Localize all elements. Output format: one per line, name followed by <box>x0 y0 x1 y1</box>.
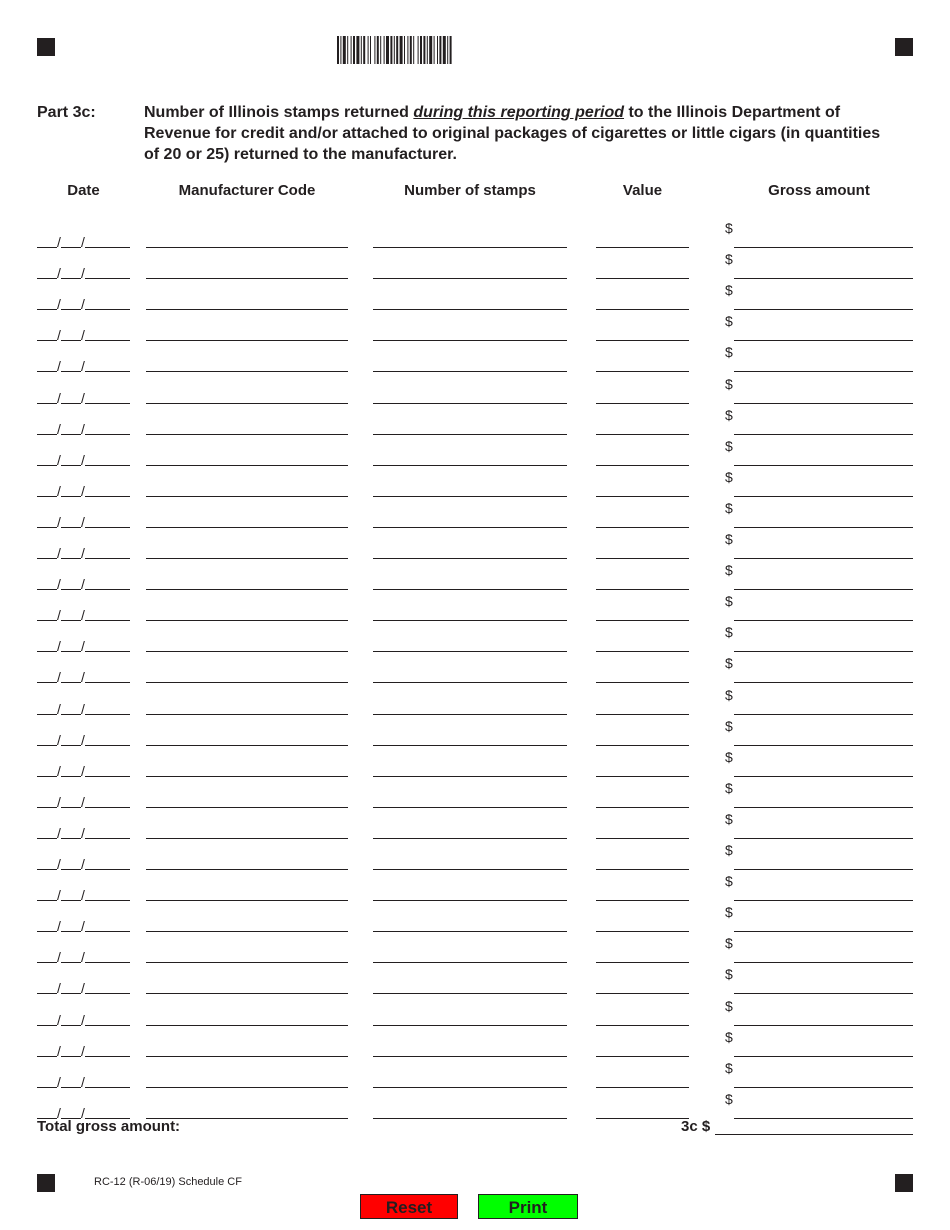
barcode <box>337 36 493 64</box>
barcode-bar <box>437 36 438 64</box>
dollar-sign: $ <box>725 593 733 610</box>
dollar-sign: $ <box>725 810 733 827</box>
dollar-sign: $ <box>725 779 733 796</box>
date-separator: / <box>81 576 85 593</box>
dollar-sign: $ <box>725 499 733 516</box>
barcode-bar <box>420 36 422 64</box>
date-separator: / <box>81 980 85 997</box>
dollar-sign: $ <box>725 344 733 361</box>
date-separator: / <box>57 762 61 779</box>
number-of-stamps-field[interactable] <box>373 1118 567 1119</box>
dollar-sign: $ <box>725 717 733 734</box>
date-separator: / <box>57 576 61 593</box>
table-row <box>0 995 950 1026</box>
registration-mark-bottom-left <box>37 1174 55 1192</box>
date-separator: / <box>57 638 61 655</box>
dollar-sign: $ <box>725 406 733 423</box>
date-field[interactable] <box>37 310 130 344</box>
dollar-sign: $ <box>725 935 733 952</box>
date-field[interactable] <box>37 715 130 746</box>
date-field[interactable] <box>37 652 130 686</box>
date-field[interactable] <box>37 404 130 435</box>
column-header-manufacturer-code: Manufacturer Code <box>178 182 316 199</box>
table-row <box>0 870 950 904</box>
date-field[interactable] <box>37 808 130 839</box>
date-separator: / <box>57 389 61 406</box>
date-separator: / <box>81 918 85 935</box>
date-field[interactable] <box>37 684 130 715</box>
date-separator: / <box>81 700 85 717</box>
date-separator: / <box>81 389 85 406</box>
registration-mark-top-right <box>895 38 913 56</box>
date-separator: / <box>57 824 61 841</box>
date-field[interactable] <box>37 1057 130 1088</box>
table-row <box>0 932 950 966</box>
date-field[interactable] <box>37 373 130 404</box>
dollar-sign: $ <box>725 437 733 454</box>
date-separator: / <box>81 669 85 686</box>
date-separator: / <box>57 327 61 344</box>
date-separator: / <box>81 513 85 530</box>
dollar-sign: $ <box>725 873 733 890</box>
date-separator: / <box>57 731 61 748</box>
barcode-bar <box>429 36 432 64</box>
date-separator: / <box>57 451 61 468</box>
barcode-bar <box>418 36 419 64</box>
date-field[interactable] <box>37 870 130 904</box>
date-field[interactable] <box>37 963 130 997</box>
date-separator: / <box>81 949 85 966</box>
barcode-bar <box>404 36 405 64</box>
date-separator: / <box>57 265 61 282</box>
date-separator: / <box>57 420 61 437</box>
value-field[interactable] <box>596 1118 689 1119</box>
date-separator: / <box>57 856 61 872</box>
barcode-bar <box>353 36 355 64</box>
date-separator: / <box>57 234 61 250</box>
dollar-sign: $ <box>725 251 733 268</box>
date-field[interactable] <box>37 279 130 313</box>
total-gross-amount-field[interactable] <box>715 1134 913 1135</box>
date-field[interactable] <box>37 590 130 624</box>
barcode-bar <box>407 36 408 64</box>
table-row <box>0 777 950 808</box>
table-row <box>0 341 950 375</box>
part-description <box>144 102 884 165</box>
date-field[interactable] <box>37 497 130 528</box>
part-text-emphasis: during this reporting period <box>413 104 625 121</box>
date-field[interactable] <box>37 621 130 655</box>
reset-button[interactable]: Reset <box>360 1194 458 1219</box>
form-id: RC-12 (R-06/19) Schedule CF <box>94 1176 242 1188</box>
date-separator: / <box>81 824 85 841</box>
table-row <box>0 310 950 344</box>
barcode-bar <box>363 36 365 64</box>
date-field[interactable] <box>37 435 130 466</box>
table-row <box>0 497 950 528</box>
dollar-sign: $ <box>725 220 733 236</box>
date-separator: / <box>81 762 85 779</box>
column-header-number-of-stamps: Number of stamps <box>404 182 536 199</box>
table-row <box>0 590 950 624</box>
barcode-bar <box>443 36 446 64</box>
date-separator: / <box>81 1042 85 1059</box>
barcode-bar <box>394 36 395 64</box>
barcode-bar <box>427 36 428 64</box>
table-row <box>0 715 950 746</box>
dollar-sign: $ <box>725 997 733 1014</box>
total-gross-amount-label: Total gross amount: <box>37 1118 181 1135</box>
table-row <box>0 1057 950 1088</box>
date-separator: / <box>81 451 85 468</box>
date-field[interactable] <box>37 559 130 593</box>
date-separator: / <box>57 980 61 997</box>
dollar-sign: $ <box>725 748 733 765</box>
date-separator: / <box>57 1011 61 1028</box>
barcode-bar <box>377 36 379 64</box>
date-separator: / <box>57 700 61 717</box>
date-separator: / <box>57 607 61 624</box>
column-header-value: Value <box>622 182 663 199</box>
dollar-sign: $ <box>725 1059 733 1076</box>
table-row <box>0 808 950 839</box>
registration-mark-top-left <box>37 38 55 56</box>
barcode-bar <box>374 36 375 64</box>
date-separator: / <box>81 607 85 624</box>
table-row <box>0 901 950 935</box>
date-separator: / <box>81 1011 85 1028</box>
table-row <box>0 435 950 466</box>
barcode-bar <box>386 36 389 64</box>
date-separator: / <box>57 1073 61 1090</box>
date-separator: / <box>81 887 85 904</box>
date-separator: / <box>57 296 61 313</box>
barcode-bar <box>337 36 339 64</box>
date-field[interactable] <box>37 1088 130 1119</box>
dollar-sign: $ <box>725 966 733 983</box>
barcode-bar <box>396 36 398 64</box>
date-separator: / <box>57 949 61 966</box>
date-separator: / <box>81 482 85 499</box>
date-separator: / <box>81 1073 85 1090</box>
date-separator: / <box>57 918 61 935</box>
date-field[interactable] <box>37 341 130 375</box>
barcode-bar <box>390 36 392 64</box>
table-row <box>0 528 950 559</box>
date-separator: / <box>81 296 85 313</box>
table-row <box>0 279 950 313</box>
table-row <box>0 684 950 715</box>
date-field[interactable] <box>37 466 130 497</box>
dollar-sign: $ <box>725 282 733 299</box>
column-header-gross-amount: Gross amount <box>768 182 870 199</box>
dollar-sign: $ <box>725 624 733 641</box>
table-row <box>0 621 950 655</box>
table-row <box>0 217 950 248</box>
date-field[interactable] <box>37 1026 130 1057</box>
dollar-sign: $ <box>725 1028 733 1045</box>
table-row <box>0 652 950 686</box>
dollar-sign: $ <box>725 468 733 485</box>
barcode-bar <box>340 36 341 64</box>
date-separator: / <box>81 638 85 655</box>
dollar-sign: $ <box>725 562 733 579</box>
barcode-bar <box>410 36 412 64</box>
dollar-sign: $ <box>725 686 733 703</box>
date-separator: / <box>57 669 61 686</box>
dollar-sign: $ <box>725 1090 733 1107</box>
barcode-bar <box>370 36 371 64</box>
barcode-bar <box>423 36 425 64</box>
date-separator: / <box>81 327 85 344</box>
date-field[interactable] <box>37 217 130 248</box>
date-separator: / <box>57 513 61 530</box>
date-separator: / <box>81 265 85 282</box>
date-field[interactable] <box>37 901 130 935</box>
barcode-bar <box>413 36 414 64</box>
date-separator: / <box>81 1104 85 1121</box>
barcode-bar <box>368 36 369 64</box>
dollar-sign: $ <box>725 904 733 921</box>
date-separator: / <box>57 545 61 561</box>
barcode-bar <box>434 36 435 64</box>
table-row <box>0 404 950 435</box>
table-row <box>0 963 950 997</box>
table-row <box>0 839 950 870</box>
date-separator: / <box>81 856 85 872</box>
date-separator: / <box>81 234 85 250</box>
table-row <box>0 559 950 593</box>
date-field[interactable] <box>37 995 130 1026</box>
barcode-bar <box>356 36 359 64</box>
barcode-bar <box>447 36 448 64</box>
registration-mark-bottom-right <box>895 1174 913 1192</box>
table-row <box>0 466 950 497</box>
date-separator: / <box>57 1042 61 1059</box>
column-header-date: Date <box>67 182 100 199</box>
part-text-after: to the Illinois Department of Revenue for credit and/or attached to original packages of cigarettes or little cigars (in quantities of 20 or 25) returned to the manufacturer. <box>144 104 881 163</box>
table-row <box>0 1088 950 1119</box>
barcode-bar <box>380 36 381 64</box>
part-text-before: Number of Illinois stamps returned <box>144 104 414 121</box>
date-separator: / <box>81 793 85 810</box>
dollar-sign: $ <box>725 375 733 392</box>
barcode-bar <box>439 36 441 64</box>
barcode-bar <box>361 36 362 64</box>
barcode-bar <box>450 36 452 64</box>
date-separator: / <box>81 358 85 375</box>
dollar-sign: $ <box>725 655 733 672</box>
barcode-bar <box>400 36 403 64</box>
part-label: Part 3c: <box>37 104 96 121</box>
table-row <box>0 373 950 404</box>
date-field[interactable] <box>37 932 130 966</box>
date-separator: / <box>57 482 61 499</box>
date-field[interactable] <box>37 528 130 559</box>
barcode-bar <box>351 36 352 64</box>
barcode-bar <box>343 36 346 64</box>
date-field[interactable] <box>37 839 130 870</box>
print-button[interactable]: Print <box>478 1194 578 1219</box>
barcode-bar <box>347 36 348 64</box>
dollar-sign: $ <box>725 531 733 547</box>
date-separator: / <box>57 358 61 375</box>
date-field[interactable] <box>37 777 130 808</box>
table-row <box>0 1026 950 1057</box>
barcode-bar <box>384 36 385 64</box>
dollar-sign: $ <box>725 313 733 330</box>
date-separator: / <box>57 1104 61 1121</box>
date-field[interactable] <box>37 746 130 777</box>
date-separator: / <box>81 545 85 561</box>
date-separator: / <box>57 793 61 810</box>
table-row <box>0 248 950 282</box>
date-field[interactable] <box>37 248 130 282</box>
date-separator: / <box>81 731 85 748</box>
total-line-3c-label: 3c $ <box>681 1118 711 1135</box>
date-separator: / <box>81 420 85 437</box>
date-separator: / <box>57 887 61 904</box>
table-row <box>0 746 950 777</box>
dollar-sign: $ <box>725 842 733 858</box>
gross-amount-field[interactable] <box>734 1118 913 1119</box>
